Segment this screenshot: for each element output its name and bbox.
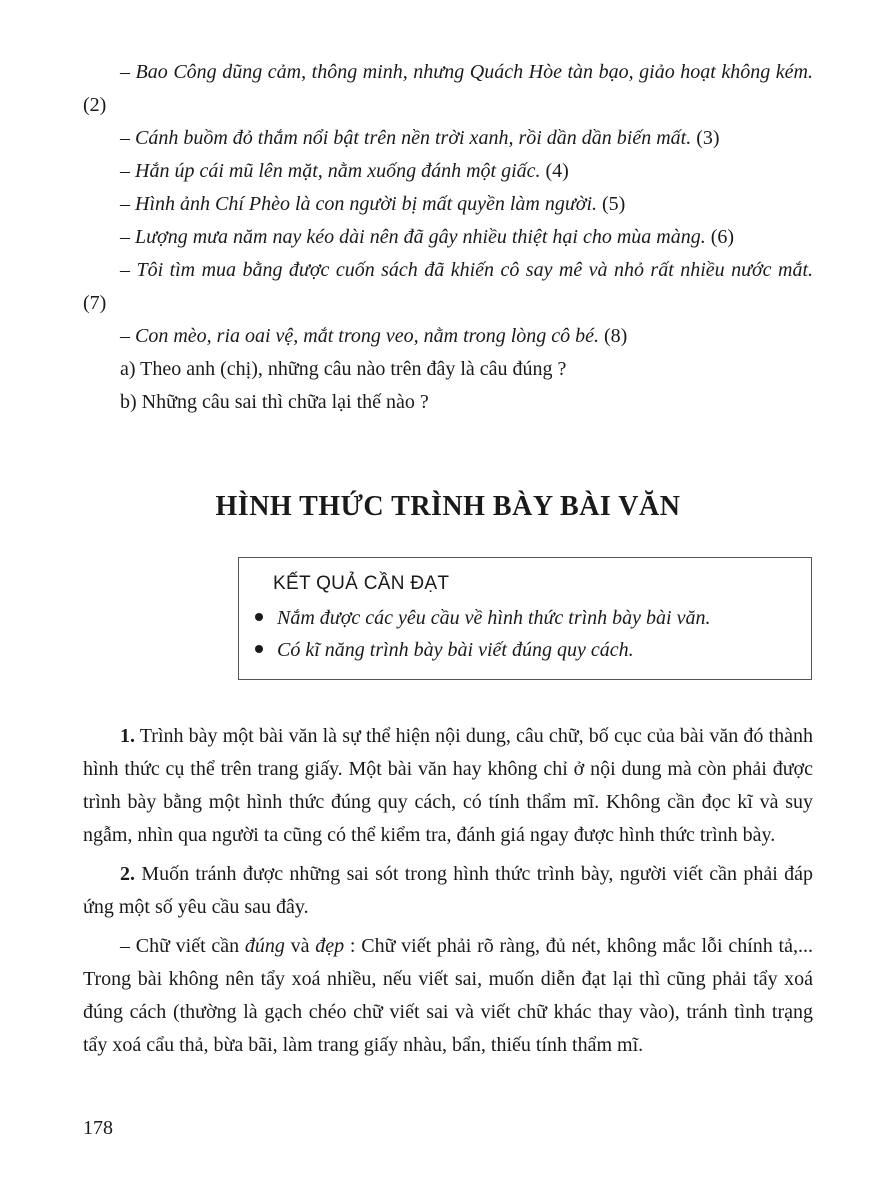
question-b: b) Những câu sai thì chữa lại thế nào ? xyxy=(120,391,429,413)
outcomes-title: KẾT QUẢ CẦN ĐẠT xyxy=(273,573,450,594)
exercise-sentence-list xyxy=(83,56,813,419)
list-item: – Cánh buồm đỏ thắm nổi bật trên nền trời xanh, rồi dần dần biến mất. (3) xyxy=(120,127,720,149)
list-item: – Lượng mưa năm nay kéo dài nên đã gây nhiều thiệt hại cho mùa màng. (6) xyxy=(120,226,735,248)
list-item: – Hắn úp cái mũ lên mặt, nằm xuống đánh một giấc. (4) xyxy=(120,160,569,182)
outcomes-list xyxy=(255,602,797,666)
paragraph-3: – Chữ viết cần đúng và đẹp : Chữ viết phải rõ ràng, đủ nét, không mắc lỗi chính tả,... Trong bài không nên tẩy xoá nhiều, nếu viết sai, muốn diễn đạt lại thì cũng phải tẩy xoá đúng cách (thường là gạch chéo chữ viết sai và viết chữ khác thay vào), tránh tình trạng tẩy xoá cẩu thả, bừa bãi, làm trang giấy nhàu, bẩn, thiếu tính thẩm mĩ. xyxy=(83,935,813,1056)
section-heading: HÌNH THỨC TRÌNH BÀY BÀI VĂN xyxy=(215,491,681,522)
question-a: a) Theo anh (chị), những câu nào trên đây là câu đúng ? xyxy=(120,358,567,380)
learning-outcomes-box xyxy=(238,557,812,680)
list-item: – Con mèo, ria oai vệ, mắt trong veo, nằm trong lòng cô bé. (8) xyxy=(120,325,628,347)
list-item: – Hình ảnh Chí Phèo là con người bị mất quyền làm người. (5) xyxy=(120,193,626,215)
body-text xyxy=(83,720,813,1068)
list-item: Có kĩ năng trình bày bài viết đúng quy cách. xyxy=(255,634,797,666)
list-item: – Bao Công dũng cảm, thông minh, nhưng Quách Hòe tàn bạo, giảo hoạt không kém. (2) xyxy=(83,61,813,116)
paragraph-2: 2. Muốn tránh được những sai sót trong hình thức trình bày, người viết cần phải đáp ứng một số yêu cầu sau đây. xyxy=(83,863,813,918)
list-item: – Tôi tìm mua bằng được cuốn sách đã khiến cô say mê và nhỏ rất nhiều nước mắt. (7) xyxy=(83,259,813,314)
paragraph-1: 1. Trình bày một bài văn là sự thể hiện nội dung, câu chữ, bố cục của bài văn đó thành hình thức cụ thể trên trang giấy. Một bài văn hay không chỉ ở nội dung mà còn phải được trình bày bằng một hình thức đúng quy cách, có tính thẩm mĩ. Không cần đọc kĩ và suy ngẫm, nhìn qua người ta cũng có thể kiểm tra, đánh giá ngay được hình thức trình bày. xyxy=(83,725,813,846)
bullet-icon xyxy=(255,645,263,653)
page-content xyxy=(83,56,813,1056)
page-number: 178 xyxy=(83,1117,113,1139)
list-item: Nắm được các yêu cầu về hình thức trình bày bài văn. xyxy=(255,602,797,634)
bullet-icon xyxy=(255,613,263,621)
